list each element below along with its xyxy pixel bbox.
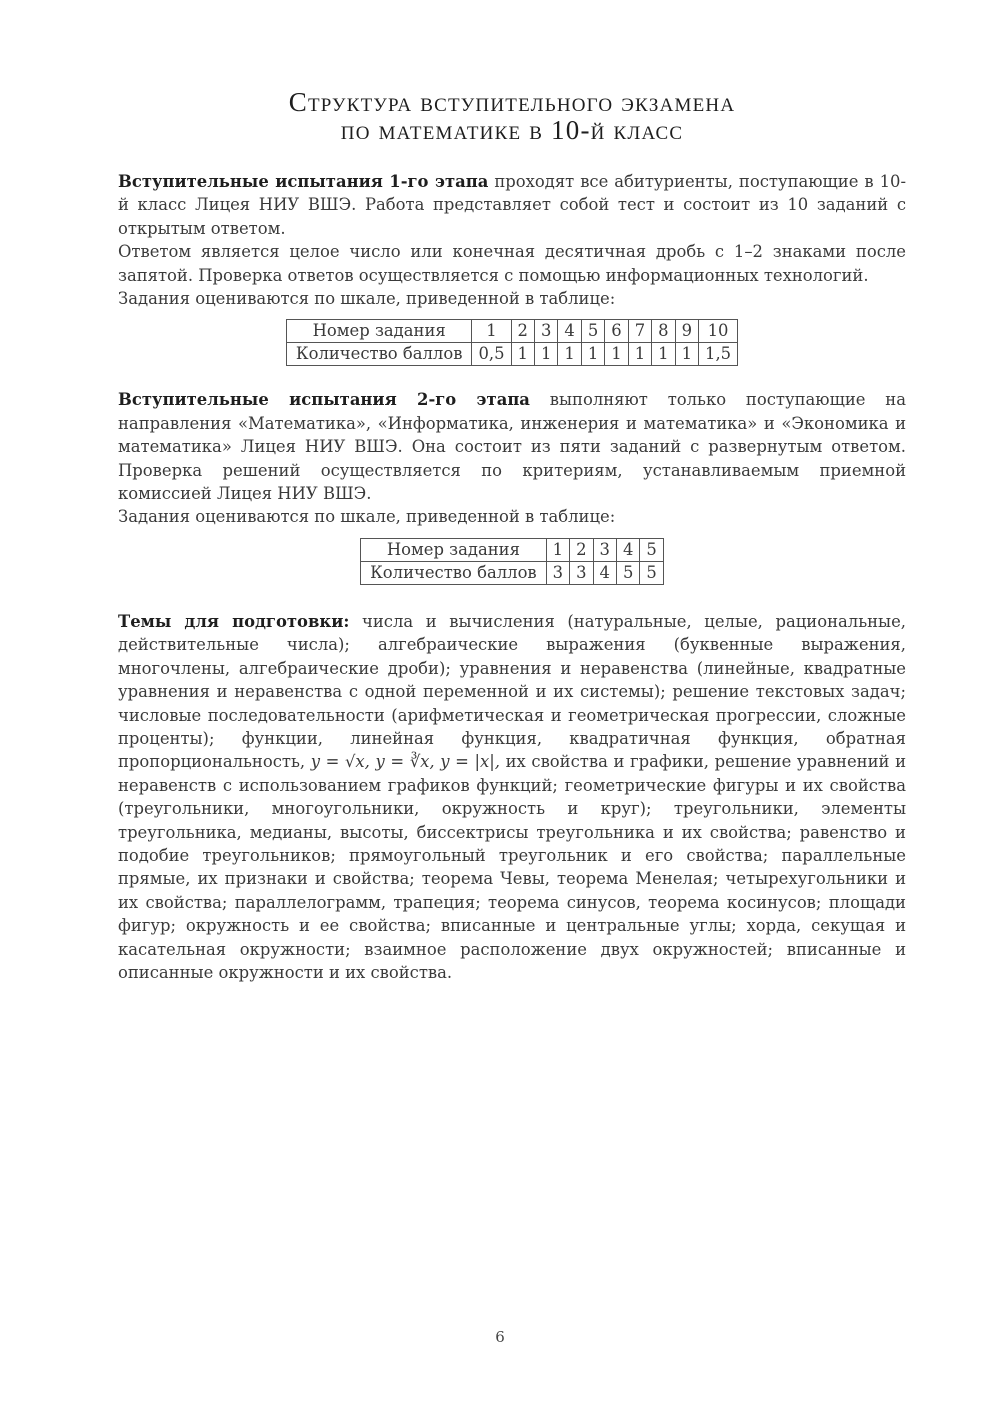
stage1-task-number-3: 3 <box>534 320 557 343</box>
stage2-heading: Вступительные испытания 2-го этапа <box>118 390 530 410</box>
stage2-task-row <box>361 538 664 561</box>
stage1-task-number-8: 8 <box>652 320 675 343</box>
stage1-task-row <box>286 320 737 343</box>
stage1-task-number-10: 10 <box>699 320 738 343</box>
topics-paragraph <box>118 610 906 985</box>
stage1-task-points-10: 1,5 <box>699 343 738 366</box>
stage1-task-points-8: 1 <box>652 343 675 366</box>
stage1-task-points-5: 1 <box>581 343 604 366</box>
stage1-task-number-5: 5 <box>581 320 604 343</box>
title-line-2: по математике в 10-й класс <box>340 115 684 145</box>
stage1-task-points-7: 1 <box>628 343 651 366</box>
stage1-task-points-6: 1 <box>605 343 628 366</box>
stage2-points-row <box>361 561 664 584</box>
stage2-task-number-4: 4 <box>616 538 639 561</box>
stage1-heading: Вступительные испытания 1-го этапа <box>118 172 489 191</box>
stage2-task-points-4: 5 <box>616 561 639 584</box>
title-line-1: Структура вступительного экзамена <box>288 87 736 117</box>
stage2-score-table <box>360 538 664 585</box>
page-title <box>118 88 906 144</box>
stage2-task-number-2: 2 <box>570 538 593 561</box>
stage1-task-number-6: 6 <box>605 320 628 343</box>
stage2-task-number-3: 3 <box>593 538 616 561</box>
page-number: 6 <box>495 1328 505 1346</box>
stage1-paragraph-1 <box>118 170 906 240</box>
stage2-task-points-1: 3 <box>546 561 569 584</box>
stage1-task-number-4: 4 <box>558 320 581 343</box>
topics-formula: y = √x, y = ∛x, y = |x|, <box>310 752 500 772</box>
stage1-task-row-label: Номер задания <box>286 320 472 343</box>
stage1-table-wrapper <box>118 319 906 366</box>
stage1-task-number-1: 1 <box>472 320 511 343</box>
stage2-task-number-5: 5 <box>640 538 663 561</box>
stage2-task-points-5: 5 <box>640 561 663 584</box>
stage1-intro-text: проходят все абитуриенты, поступающие в 10-й класс Лицея НИУ ВШЭ. Работа представляет собой тест и состоит из 10 заданий с открытым ответом. <box>118 172 906 238</box>
stage1-score-table <box>286 319 738 366</box>
stage1-task-points-4: 1 <box>558 343 581 366</box>
stage2-table-wrapper <box>118 538 906 585</box>
stage2-task-points-3: 4 <box>593 561 616 584</box>
stage1-paragraph-3: Задания оцениваются по шкале, приведенной в таблице: <box>118 289 616 309</box>
stage1-task-number-2: 2 <box>511 320 534 343</box>
stage2-points-row-label: Количество баллов <box>361 561 547 584</box>
topics-text-part-1: числа и вычисления (натуральные, целые, рациональные, действительные числа); алгебраические выражения (буквенные выражения, многочлены, алгебраические дроби); уравнения и неравенства (линейные, квадратные уравнения и неравенства с одной переменной и их системы); решение текстовых задач; числовые последовательности (арифметическая и геометрическая прогрессии, сложные проценты); функции, линейная функция, квадратичная функция, обратная пропорциональность, <box>118 611 907 772</box>
stage1-task-number-9: 9 <box>675 320 698 343</box>
stage1-task-points-1: 0,5 <box>472 343 511 366</box>
stage2-intro-text: выполняют только поступающие на направления «Математика», «Информатика, инженерия и математика» и «Экономика и математика» Лицея НИУ ВШЭ. Она состоит из пяти заданий с развернутым ответом. Проверка решений осуществляется по критериям, устанавливаемым приемной комиссией Лицея НИУ ВШЭ. <box>118 390 906 504</box>
stage2-paragraph-2: Задания оцениваются по шкале, приведенной в таблице: <box>118 507 616 527</box>
stage1-task-number-7: 7 <box>628 320 651 343</box>
stage2-task-number-1: 1 <box>546 538 569 561</box>
stage1-task-points-3: 1 <box>534 343 557 366</box>
stage2-paragraph-1 <box>118 388 906 505</box>
stage1-task-points-9: 1 <box>675 343 698 366</box>
stage1-points-row-label: Количество баллов <box>286 343 472 366</box>
page-content <box>118 88 906 984</box>
stage1-task-points-2: 1 <box>511 343 534 366</box>
stage2-task-row-label: Номер задания <box>361 538 547 561</box>
stage2-task-points-2: 3 <box>570 561 593 584</box>
topics-heading: Темы для подготовки: <box>118 611 350 631</box>
stage1-paragraph-2: Ответом является целое число или конечная десятичная дробь с 1–2 знаками после запятой. Проверка ответов осуществляется с помощью информационных технологий. <box>118 242 906 285</box>
stage1-points-row <box>286 343 737 366</box>
topics-text-part-2: их свойства и графики, решение уравнений и неравенств с использованием графиков функций; геометрические фигуры и их свойства (треугольники, многоугольники, окружность и круг); треугольники, элементы треугольника, медианы, высоты, биссектрисы треугольника и их свойства; равенство и подобие треугольников; прямоугольный треугольник и его свойства; параллельные прямые, их признаки и свойства; теорема Чевы, теорема Менелая; четырехугольники и их свойства; параллелограмм, трапеция; теорема синусов, теорема косинусов; площади фигур; окружность и ее свойства; вписанные и центральные углы; хорда, секущая и касательная окружности; взаимное расположение двух окружностей; вписанные и описанные окружности и их свойства. <box>118 752 906 982</box>
